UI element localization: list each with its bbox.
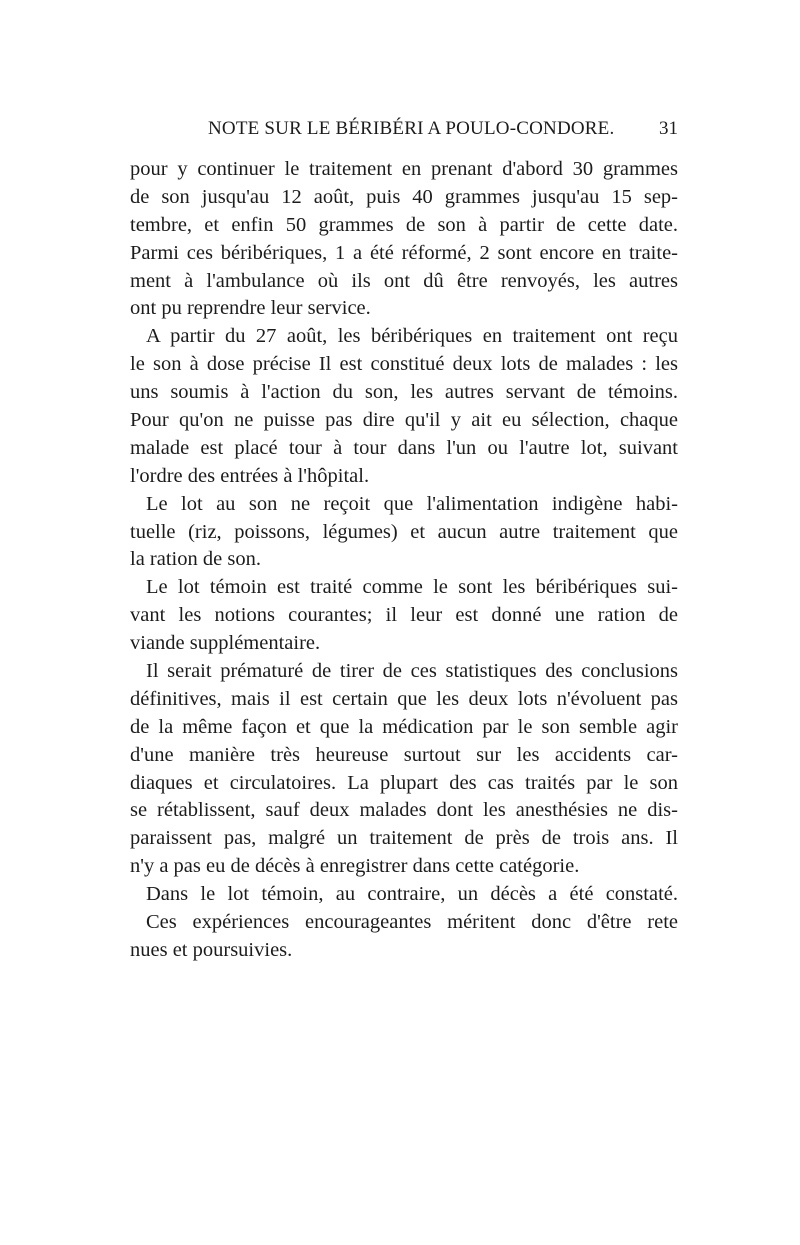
text-line: Ces expériences encourageantes méritent donc d'être rete bbox=[146, 911, 678, 934]
text-line: tuelle (riz, poissons, légumes) et aucun autre traitement que bbox=[130, 520, 678, 543]
text-line: n'y a pas eu de décès à enregistrer dans cette catégorie. bbox=[130, 855, 580, 878]
text-line: l'ordre des entrées à l'hôpital. bbox=[130, 464, 370, 487]
text-line: nues et poursuivies. bbox=[130, 938, 293, 961]
text-line: la ration de son. bbox=[130, 548, 261, 571]
text-line: tembre, et enfin 50 grammes de son à partir de cette date. bbox=[130, 213, 678, 236]
text-line: ment à l'ambulance où ils ont dû être renvoyés, les autres bbox=[130, 269, 678, 292]
page-title: NOTE SUR LE BÉRIBÉRI A POULO-CONDORE. bbox=[208, 118, 615, 139]
text-line: Parmi ces béribériques, 1 a été réformé, 2 sont encore en traite- bbox=[130, 241, 678, 264]
running-head bbox=[130, 118, 678, 146]
text-line: paraissent pas, malgré un traitement de près de trois ans. Il bbox=[130, 827, 678, 850]
text-line: d'une manière très heureuse surtout sur les accidents car- bbox=[130, 743, 678, 766]
text-line: Dans le lot témoin, au contraire, un décès a été constaté. bbox=[146, 883, 678, 906]
text-line: ont pu reprendre leur service. bbox=[130, 297, 371, 320]
text-line: malade est placé tour à tour dans l'un ou l'autre lot, suivant bbox=[130, 436, 678, 459]
text-line: Le lot au son ne reçoit que l'alimentation indigène habi- bbox=[146, 492, 678, 515]
text-line: diaques et circulatoires. La plupart des cas traités par le son bbox=[130, 771, 678, 794]
text-line: de son jusqu'au 12 août, puis 40 grammes jusqu'au 15 sep- bbox=[130, 185, 678, 208]
text-line: A partir du 27 août, les béribériques en traitement ont reçu bbox=[146, 325, 678, 348]
text-line: le son à dose précise Il est constitué deux lots de malades : les bbox=[130, 353, 678, 376]
text-line: Pour qu'on ne puisse pas dire qu'il y ait eu sélection, chaque bbox=[130, 409, 678, 432]
text-line: Il serait prématuré de tirer de ces statistiques des conclusions bbox=[146, 660, 678, 683]
body-text bbox=[130, 156, 678, 965]
text-line: vant les notions courantes; il leur est donné une ration de bbox=[130, 604, 678, 627]
text-line: se rétablissent, sauf deux malades dont les anesthésies ne dis- bbox=[130, 799, 678, 822]
text-line: uns soumis à l'action du son, les autres servant de témoins. bbox=[130, 381, 678, 404]
text-line: viande supplémentaire. bbox=[130, 632, 321, 655]
text-line: de la même façon et que la médication par le son semble agir bbox=[130, 715, 678, 738]
text-line: pour y continuer le traitement en prenant d'abord 30 grammes bbox=[130, 158, 678, 180]
text-line: Le lot témoin est traité comme le sont les béribériques sui- bbox=[146, 576, 678, 599]
page-number: 31 bbox=[659, 118, 678, 139]
text-line: définitives, mais il est certain que les deux lots n'évoluent pas bbox=[130, 687, 678, 710]
